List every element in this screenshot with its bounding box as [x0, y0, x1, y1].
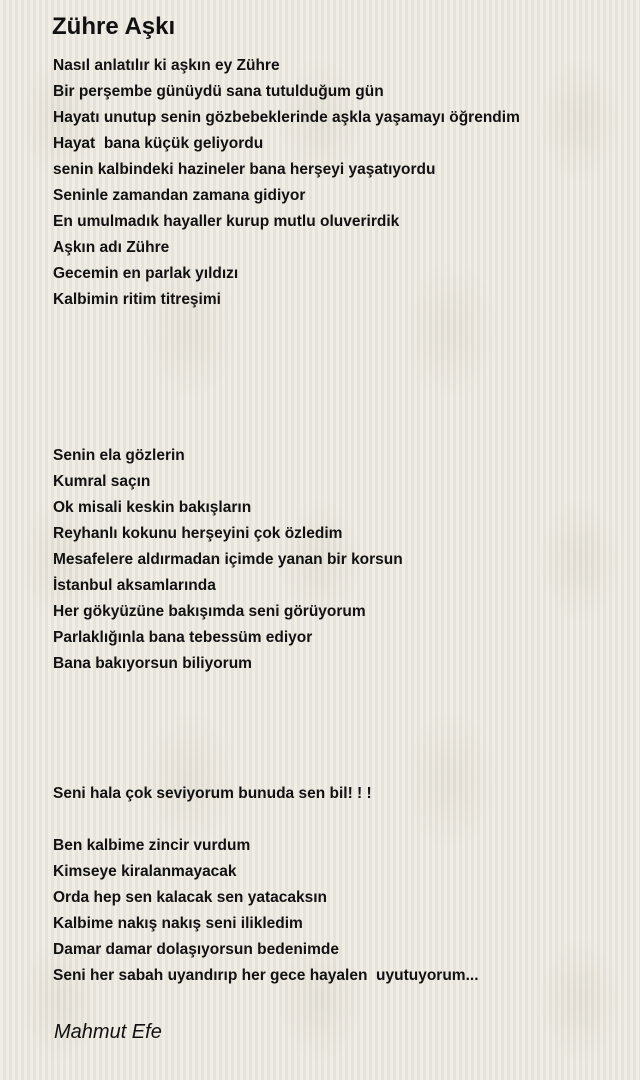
poem-line: Reyhanlı kokunu herşeyini çok özledim — [53, 525, 343, 542]
poem-blank-line — [53, 703, 633, 729]
poem-line: Damar damar dolaşıyorsun bedenimde — [53, 941, 339, 958]
poem-line: Ben kalbime zincir vurdum — [53, 837, 251, 854]
poem-line: Bir perşembe günüydü sana tutulduğum gün — [53, 83, 384, 100]
poem-blank-line — [53, 339, 633, 365]
poem-blank-line — [53, 807, 633, 833]
poem-blank-line — [53, 365, 633, 391]
poem-line: Parlaklığınla bana tebessüm ediyor — [53, 629, 313, 646]
poem-blank-line — [53, 391, 633, 417]
poem-title: Zühre Aşkı — [52, 13, 176, 40]
poem-line: Kalbime nakış nakış seni ilikledim — [53, 915, 303, 932]
poem-line: Bana bakıyorsun biliyorum — [53, 655, 252, 672]
poem-line: Seni hala çok seviyorum bunuda sen bil! ! ! — [53, 785, 372, 802]
poem-line: Her gökyüzüne bakışımda seni görüyorum — [53, 603, 366, 620]
poem-line: Nasıl anlatılır ki aşkın ey Zühre — [53, 57, 280, 74]
poem-blank-line — [53, 313, 633, 339]
poem-line: Kimseye kiralanmayacak — [53, 863, 237, 880]
poem-author: Mahmut Efe — [54, 1021, 162, 1043]
poem-line: Hayat bana küçük geliyordu — [53, 135, 264, 152]
poem-line: Ok misali keskin bakışların — [53, 499, 252, 516]
poem-line: İstanbul aksamlarında — [53, 577, 216, 594]
poem-blank-line — [53, 417, 633, 443]
poem-line: Gecemin en parlak yıldızı — [53, 265, 239, 282]
poem-blank-line — [53, 729, 633, 755]
poem-line: Orda hep sen kalacak sen yatacaksın — [53, 889, 327, 906]
poem-line: Seninle zamandan zamana gidiyor — [53, 187, 306, 204]
poem-line: Seni her sabah uyandırıp her gece hayalen uyutuyorum... — [53, 967, 479, 984]
poem-line: Aşkın adı Zühre — [53, 239, 170, 256]
poem-line: Kalbimin ritim titreşimi — [53, 291, 221, 308]
poem-line: Kumral saçın — [53, 473, 151, 490]
poem-blank-line — [53, 755, 633, 781]
poem-line: Hayatı unutup senin gözbebeklerinde aşkla yaşamayı öğrendim — [53, 109, 520, 126]
poem-body — [53, 53, 633, 989]
poem-line: senin kalbindeki hazineler bana herşeyi yaşatıyordu — [53, 161, 436, 178]
poem-line: Mesafelere aldırmadan içimde yanan bir korsun — [53, 551, 403, 568]
poem-line: En umulmadık hayaller kurup mutlu oluverirdik — [53, 213, 400, 230]
poem-blank-line — [53, 677, 633, 703]
poem-line: Senin ela gözlerin — [53, 447, 185, 464]
